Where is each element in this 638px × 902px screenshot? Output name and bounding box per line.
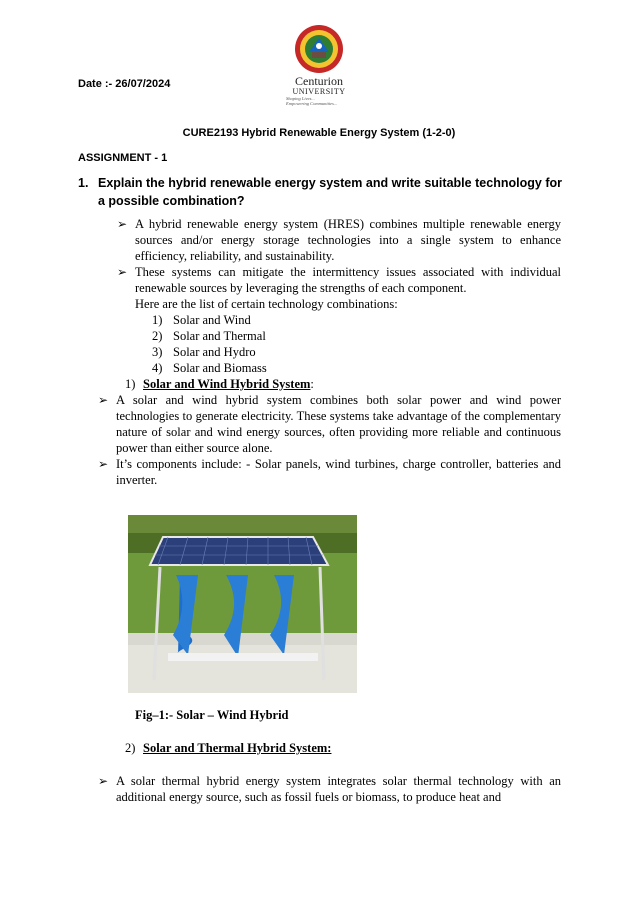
- solar-wind-image: [128, 515, 357, 693]
- logo-tagline: [286, 96, 356, 106]
- section1-bullet-2: It’s components include: - Solar panels, wind turbines, charge controller, batteries and inverter.: [116, 457, 561, 487]
- intro-bullet-2: These systems can mitigate the intermittency issues associated with individual renewable sources by leveraging the strengths of each component.: [135, 265, 561, 295]
- bullet-arrow-icon: ➢: [117, 217, 128, 231]
- course-title: CURE2193 Hybrid Renewable Energy System (1-2-0): [182, 127, 456, 139]
- intro-bullet-1: A hybrid renewable energy system (HRES) combines multiple renewable energy sources and/or energy storage technologies into a single system to enhance efficiency, reliability, and sustainability.: [135, 217, 561, 263]
- logo-tagline-line1: Shaping Lives...: [286, 96, 315, 101]
- combination-num-4: 4): [152, 361, 163, 375]
- question-number: 1.: [78, 176, 89, 190]
- section2-title: Solar and Thermal Hybrid System:: [143, 741, 332, 755]
- bullet-arrow-icon: ➢: [117, 265, 128, 279]
- document-date: Date :- 26/07/2024: [78, 78, 171, 90]
- university-logo: [282, 24, 356, 108]
- bullet-arrow-icon: ➢: [98, 393, 109, 407]
- bullet-arrow-icon: ➢: [98, 774, 109, 788]
- assignment-heading: ASSIGNMENT - 1: [78, 152, 168, 164]
- combination-label-2: Solar and Thermal: [173, 329, 266, 343]
- combination-num-2: 2): [152, 329, 163, 343]
- section1-title: Solar and Wind Hybrid System: [143, 377, 311, 391]
- list-intro: Here are the list of certain technology combinations:: [135, 297, 398, 311]
- combination-label-3: Solar and Hydro: [173, 345, 256, 359]
- logo-university: UNIVERSITY: [292, 87, 346, 96]
- section1-number: 1): [125, 377, 136, 391]
- combination-num-3: 3): [152, 345, 163, 359]
- section1-bullet-1: A solar and wind hybrid system combines both solar power and wind power technologies to generate electricity. These systems take advantage of the complementary nature of solar and wind energy sources, often providing more reliable and continuous power than either source alone.: [116, 393, 561, 455]
- figure-caption-text: :- Solar – Wind Hybrid: [164, 708, 289, 722]
- section2-number: 2): [125, 741, 136, 755]
- combination-num-1: 1): [152, 313, 163, 327]
- bullet-arrow-icon: ➢: [98, 457, 109, 471]
- combination-label-1: Solar and Wind: [173, 313, 251, 327]
- figure-caption: [135, 708, 289, 723]
- combination-label-4: Solar and Biomass: [173, 361, 267, 375]
- section1-heading: [143, 376, 314, 392]
- figure-caption-label: Fig–1: [135, 708, 165, 722]
- section2-bullet-1: A solar thermal hybrid energy system integrates solar thermal technology with an additional energy source, such as fossil fuels or biomass, to produce heat and: [116, 774, 561, 804]
- logo-name: Centurion: [295, 74, 343, 88]
- question-text: Explain the hybrid renewable energy system and write suitable technology for a possible combination?: [98, 176, 562, 208]
- solar-wind-hybrid-photo: [128, 515, 357, 693]
- section1-colon: :: [310, 377, 314, 391]
- logo-tagline-line2: Empowering Communities...: [286, 101, 338, 106]
